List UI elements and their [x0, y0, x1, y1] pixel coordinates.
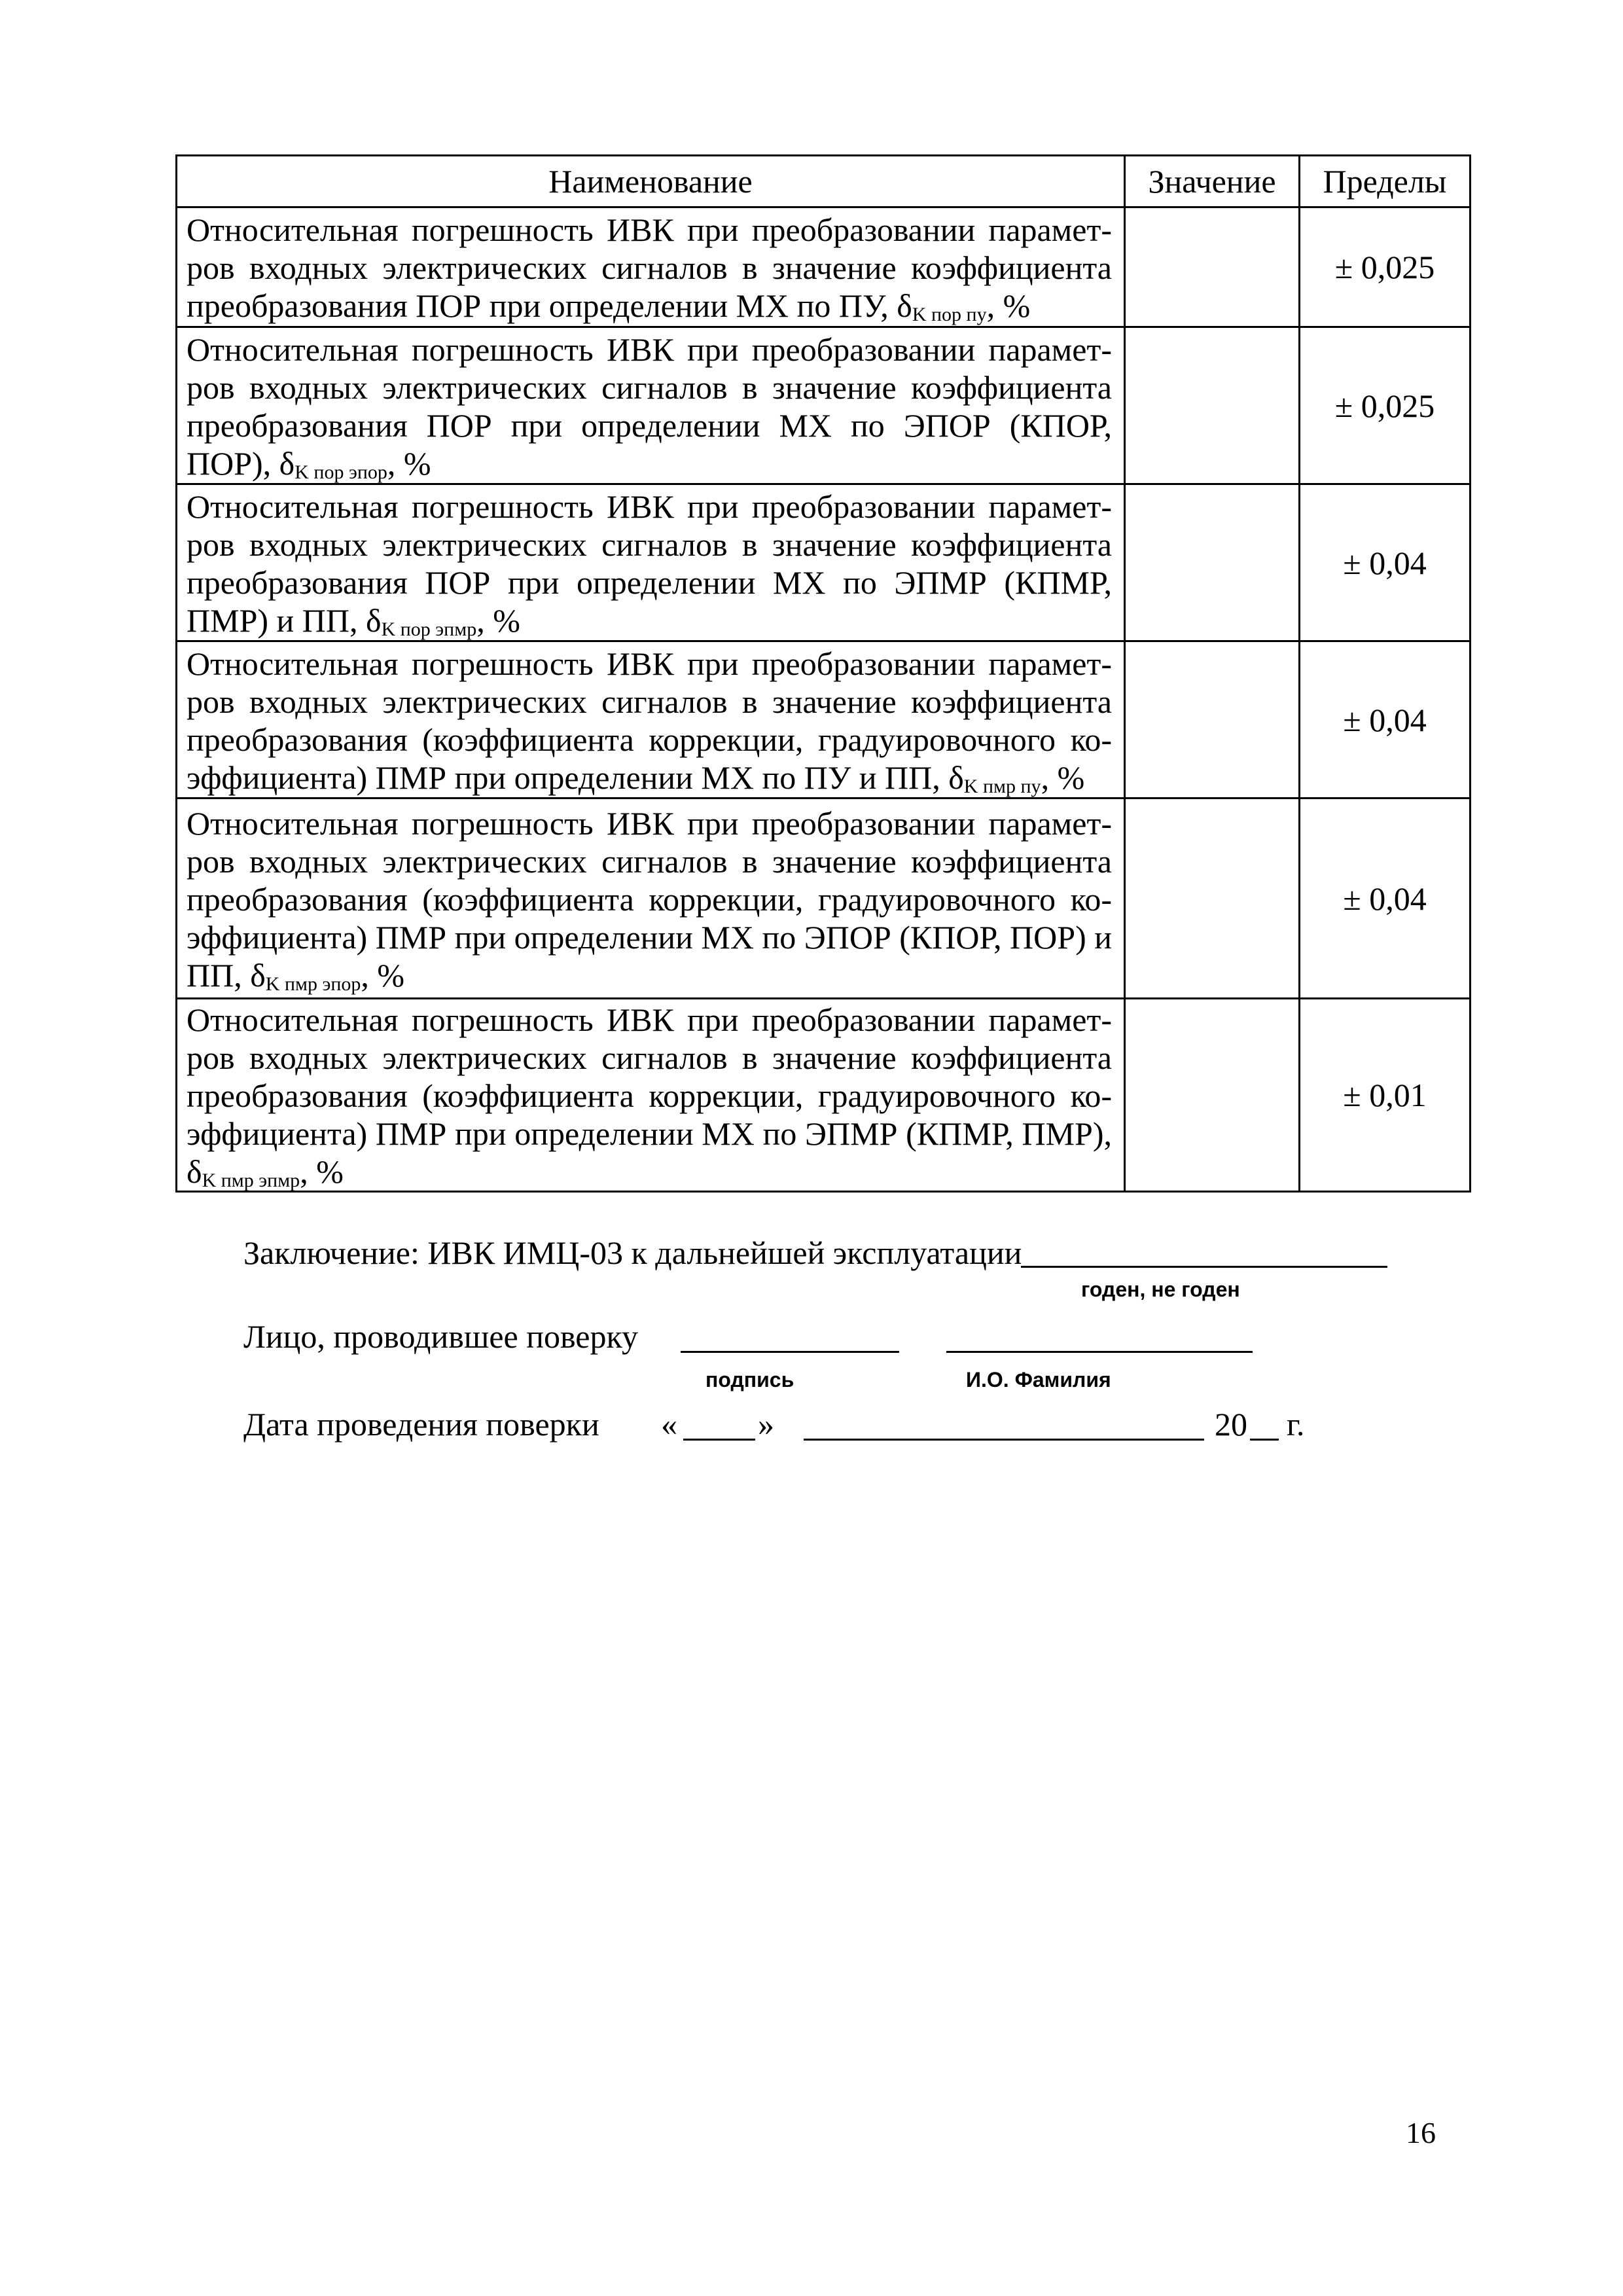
row-limit-cell: ± 0,04 — [1300, 484, 1471, 641]
page-number: 16 — [1406, 2116, 1436, 2149]
date-year-suffix: г. — [1287, 1406, 1305, 1443]
conclusion-input-line[interactable] — [1021, 1266, 1387, 1268]
row-limit-cell: ± 0,04 — [1300, 798, 1471, 999]
row-limit-cell: ± 0,025 — [1300, 327, 1471, 484]
table-row — [177, 798, 1471, 999]
signature-caption: подпись — [705, 1368, 794, 1391]
row-value-cell[interactable] — [1125, 999, 1300, 1192]
row-value-cell[interactable] — [1125, 641, 1300, 798]
date-label: Дата проведения поверки — [243, 1406, 599, 1443]
row-limit-cell: ± 0,04 — [1300, 641, 1471, 798]
day-input-line[interactable] — [683, 1439, 755, 1441]
delta-subscript: K пмр эпмр — [202, 1170, 300, 1191]
date-quote-close: » — [758, 1406, 774, 1443]
header-value: Значение — [1125, 156, 1300, 207]
delta-subscript: K пмр пу — [963, 775, 1041, 797]
year-input-line[interactable] — [1250, 1439, 1279, 1441]
row-limit-cell: ± 0,01 — [1300, 999, 1471, 1192]
month-input-line[interactable] — [804, 1439, 1204, 1441]
row-name-cell: Относительная погрешность ИВК при преобразовании парамет-ров входных электрических сигналов в значение коэффициента преобразования ПОР при определении МХ по ПУ, $\delta_{K пор пу}$, % — [177, 207, 1125, 327]
row-name-cell: Относительная погрешность ИВК при преобразовании парамет-ров входных электрических сигналов в значение коэффициента преобразования (коэффициента коррекции, градуировочного ко-эффициента) ПМР при определении МХ по ЭПОР (КПОР, ПОР) и ПП, $\delta_{K пмр эпор}$, % — [177, 798, 1125, 999]
row-name-cell: Относительная погрешность ИВК при преобразовании парамет-ров входных электрических сигналов в значение коэффициента преобразования (коэффициента коррекции, градуировочного ко-эффициента) ПМР при определении МХ по ЭПМР (КПМР, ПМР), $\delta_{K пмр эпмр}$, % — [177, 999, 1125, 1192]
row-limit-cell: ± 0,025 — [1300, 207, 1471, 327]
conclusion-caption: годен, не годен — [1081, 1278, 1240, 1301]
header-limits: Пределы — [1300, 156, 1471, 207]
row-value-cell[interactable] — [1125, 484, 1300, 641]
row-value-cell[interactable] — [1125, 798, 1300, 999]
header-name: Наименование — [177, 156, 1125, 207]
name-input-line[interactable] — [946, 1351, 1253, 1353]
delta-subscript: K пор пу — [912, 304, 987, 325]
table-row — [177, 999, 1471, 1192]
row-value-cell[interactable] — [1125, 207, 1300, 327]
table-header-row — [177, 156, 1471, 207]
row-name-cell: Относительная погрешность ИВК при преобразовании парамет-ров входных электрических сигналов в значение коэффициента преобразования ПОР при определении МХ по ЭПОР (КПОР, ПОР), $\delta_{K пор эпор}$, % — [177, 327, 1125, 484]
date-year-prefix: 20 — [1215, 1406, 1247, 1443]
delta-subscript: K пмр эпор — [265, 973, 361, 995]
signature-input-line[interactable] — [681, 1351, 899, 1353]
delta-subscript: K пор эпор — [294, 461, 387, 483]
verification-table — [175, 154, 1471, 1193]
row-value-cell[interactable] — [1125, 327, 1300, 484]
table-row — [177, 641, 1471, 798]
row-name-cell: Относительная погрешность ИВК при преобразовании парамет-ров входных электрических сигналов в значение коэффициента преобразования ПОР при определении МХ по ЭПМР (КПМР, ПМР) и ПП, $\delta_{K пор эпмр}$, % — [177, 484, 1125, 641]
delta-subscript: K пор эпмр — [381, 618, 477, 640]
verifier-label: Лицо, проводившее поверку — [243, 1318, 639, 1355]
row-name-cell: Относительная погрешность ИВК при преобразовании парамет-ров входных электрических сигналов в значение коэффициента преобразования (коэффициента коррекции, градуировочного ко-эффициента) ПМР при определении МХ по ПУ и ПП, $\delta_{K пмр пу}$, % — [177, 641, 1125, 798]
name-caption: И.О. Фамилия — [966, 1368, 1111, 1391]
table-row — [177, 207, 1471, 327]
conclusion-label: Заключение: ИВК ИМЦ-03 к дальнейшей эксплуатации — [243, 1234, 1022, 1271]
table-row — [177, 484, 1471, 641]
table-row — [177, 327, 1471, 484]
date-quote-open: « — [661, 1406, 677, 1443]
